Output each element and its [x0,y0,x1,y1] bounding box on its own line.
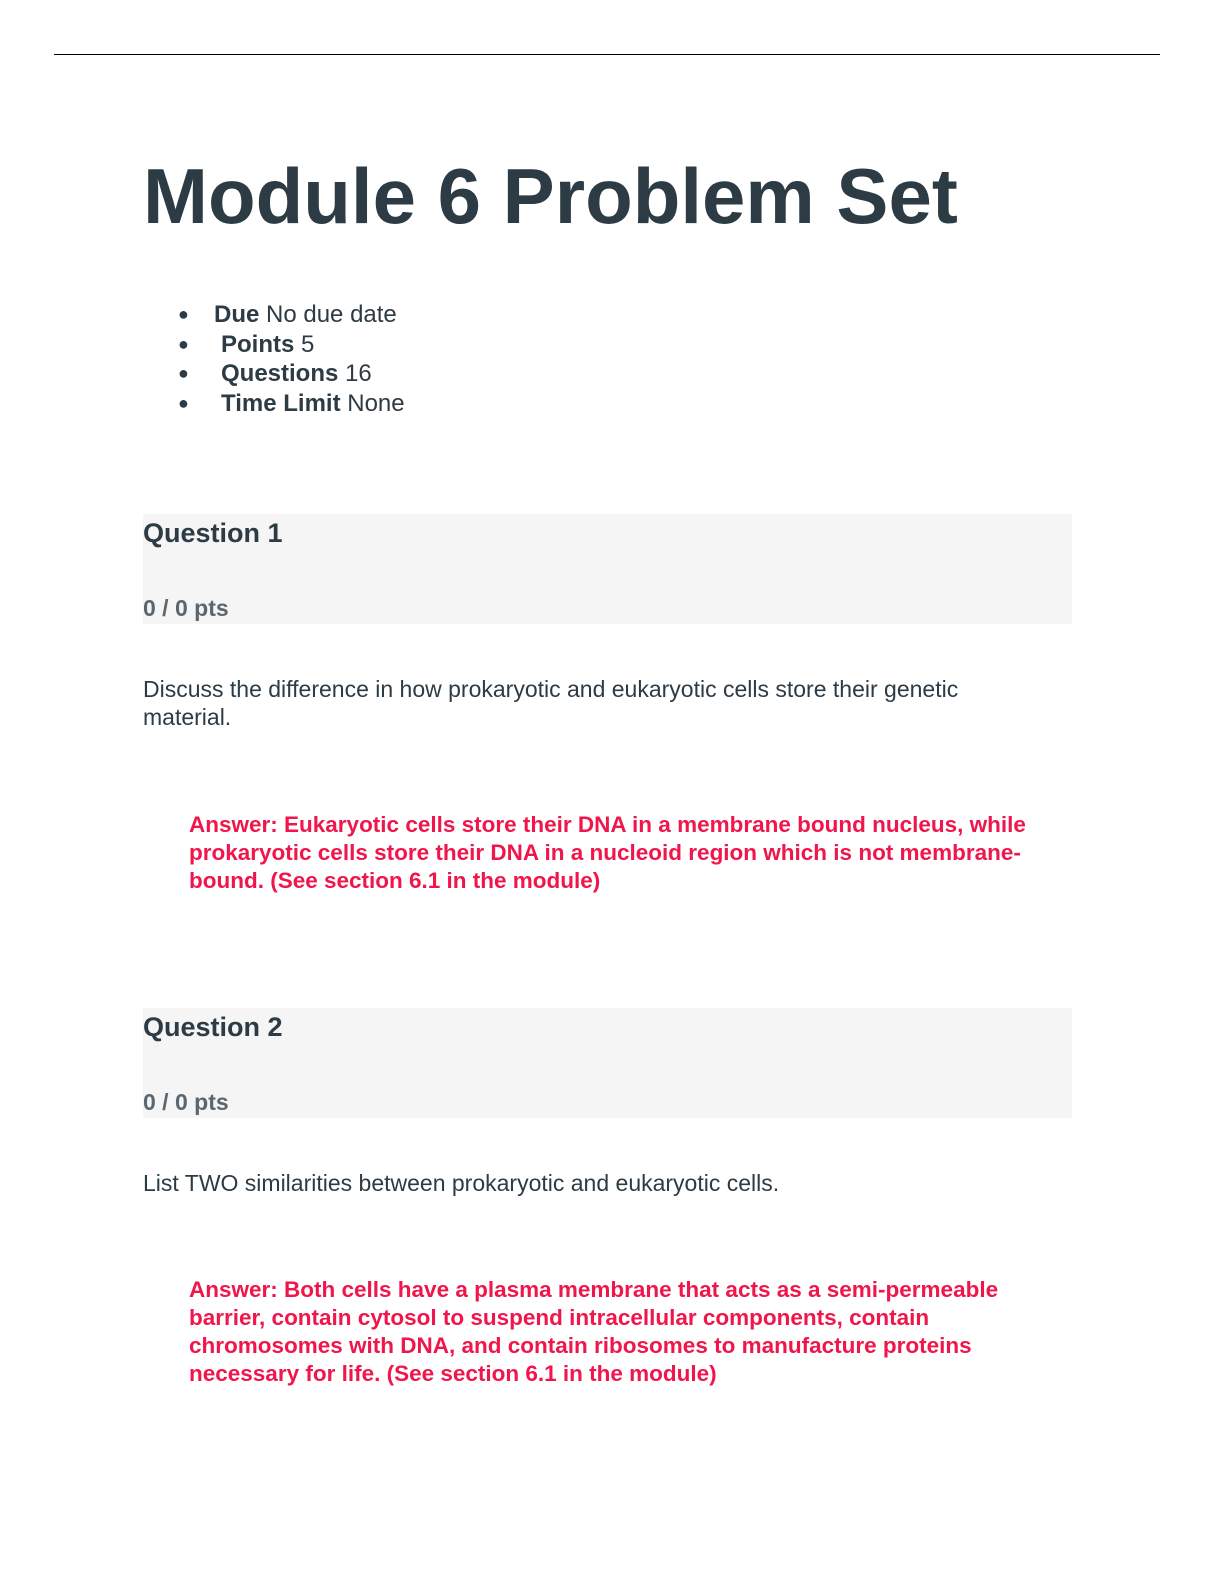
points-item [178,330,405,360]
question-2-text: List TWO similarities between prokaryotic and eukaryotic cells. [143,1170,780,1196]
points-label: Points [221,330,295,358]
question-1-points: 0 / 0 pts [143,595,229,621]
bullet-icon: ● [178,363,189,383]
due-label: Due [214,301,260,328]
points-value: 5 [294,330,315,358]
question-1-header [143,514,1072,624]
time-limit-item [178,389,405,419]
due-item [178,300,405,330]
question-1-text: Discuss the difference in how prokaryotic and eukaryotic cells store their genetic material. [143,676,959,730]
bullet-icon: ● [178,304,189,324]
question-2-points: 0 / 0 pts [143,1089,229,1115]
time-limit-value: None [340,389,405,417]
questions-item [178,359,405,389]
time-limit-label: Time Limit [221,389,341,417]
page-title: Module 6 Problem Set [143,152,958,240]
questions-value: 16 [338,360,372,387]
quiz-details-list [178,300,405,418]
bullet-icon: ● [178,333,189,354]
question-2-answer: Answer: Both cells have a plasma membrane that acts as a semi-permeable barrier, contain cytosol to suspend intracellular components, contain chromosomes with DNA, and contain ribosomes to manufacture proteins necessary for life. (See section 6.1 in the module) [189,1277,999,1386]
question-2-title: Question 2 [143,1012,283,1042]
due-value: No due date [259,301,397,328]
question-1-answer: Answer: Eukaryotic cells store their DNA in a membrane bound nucleus, while prokaryotic cells store their DNA in a nucleoid region which is not membrane-bound. (See section 6.1 in the module) [189,812,1026,893]
bullet-icon: ● [178,392,189,413]
top-divider [54,54,1160,55]
question-2-header [143,1008,1072,1118]
questions-label: Questions [221,360,339,387]
question-1-title: Question 1 [143,518,283,548]
